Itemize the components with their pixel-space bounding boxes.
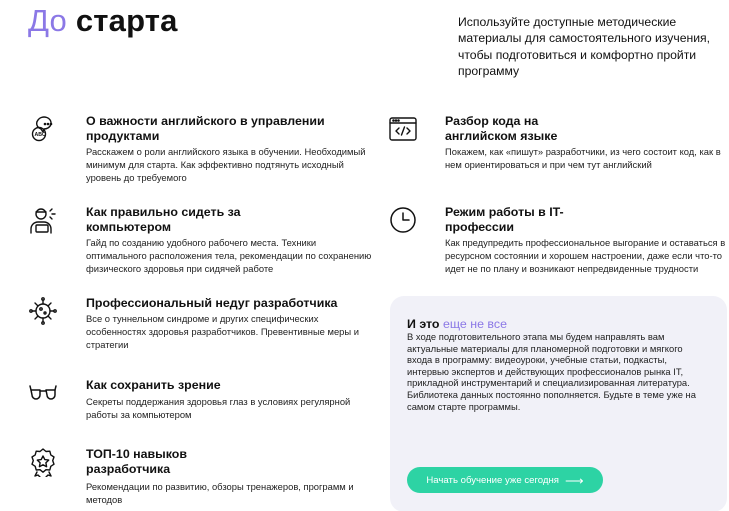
topic-sitting-posture xyxy=(28,205,373,277)
abc-speech-icon xyxy=(28,114,58,144)
clock-icon xyxy=(388,205,418,235)
topic-text: Гайд по созданию удобного рабочего места. Техники оптимального расположения тела, рекомендации по сохранению физического здоровья при сидячей работе xyxy=(86,237,372,274)
topic-work-mode xyxy=(388,205,726,285)
start-learning-label: Начать обучение уже сегодня xyxy=(426,474,559,486)
award-badge-icon xyxy=(28,447,58,477)
topic-title: Как правильно сидеть за компьютером xyxy=(86,205,241,234)
topic-title: ТОП-10 навыков разработчика xyxy=(86,447,187,476)
topic-english-importance xyxy=(28,114,366,186)
more-info-card xyxy=(390,296,727,511)
topic-code-review xyxy=(388,114,723,174)
topic-text: Рекомендации по развитию, обзоры тренажеров, программ и методов xyxy=(86,481,354,505)
topic-title: Режим работы в IT-профессии xyxy=(445,205,564,234)
topic-title: Разбор кода на английском языке xyxy=(445,114,558,143)
page-title-main: старта xyxy=(75,3,178,38)
glasses-icon xyxy=(28,378,58,408)
arrow-right-icon: ⟶ xyxy=(564,472,584,488)
developer-at-computer-icon xyxy=(28,205,58,235)
card-title xyxy=(407,317,507,332)
virus-icon xyxy=(28,296,58,326)
topic-text: Как предупредить профессиональное выгорание и оставаться в ресурсном состоянии и хорошем настроении, даже если что-то идет не по плану и возникают непредвиденные трудности xyxy=(445,237,726,274)
topic-top-skills xyxy=(28,447,373,509)
card-title-main: И это xyxy=(407,317,440,331)
topic-professional-ailment xyxy=(28,296,373,356)
topic-eyesight xyxy=(28,378,373,428)
topic-title: О важности английского в управлении продуктами xyxy=(86,114,325,143)
card-title-accent: еще не все xyxy=(442,317,507,331)
topic-text: Покажем, как «пишут» разработчики, из чего состоит код, как в нем ориентироваться и при чем тут английский xyxy=(445,146,721,170)
topic-text: Секреты поддержания здоровья глаз в условиях регулярной работы за компьютером xyxy=(86,396,351,420)
page-title xyxy=(28,2,178,40)
card-text: В ходе подготовительного этапа мы будем направлять вам актуальные материалы для планомерной подготовки и мягкого входа в программу: видеоуроки, учебные статьи, подкасты, интервью экспертов и действующих профессионалов рынка IT, прикладной инструментарий и специализированная литература. Библиотека данных постоянно пополняется. Будьте в теме уже на самом старте программы. xyxy=(407,331,696,412)
svg-text:ABC: ABC xyxy=(34,132,46,139)
start-learning-button[interactable] xyxy=(407,467,603,493)
topic-title: Профессиональный недуг разработчика xyxy=(86,296,338,310)
page-title-accent: До xyxy=(28,3,67,38)
code-window-icon xyxy=(388,114,418,144)
topic-title: Как сохранить зрение xyxy=(86,378,221,392)
intro-text: Используйте доступные методические материалы для самостоятельного изучения, чтобы подготовиться и комфортно пройти программу xyxy=(458,15,711,78)
topic-text: Расскажем о роли английского языка в обучении. Необходимый минимум для старта. Как эффективно подтянуть исходный уровень до требуемого xyxy=(86,146,366,183)
topic-text: Все о туннельном синдроме и других специфических особенностях здоровья разработчиков. Превентивные меры и стратегии xyxy=(86,313,359,350)
